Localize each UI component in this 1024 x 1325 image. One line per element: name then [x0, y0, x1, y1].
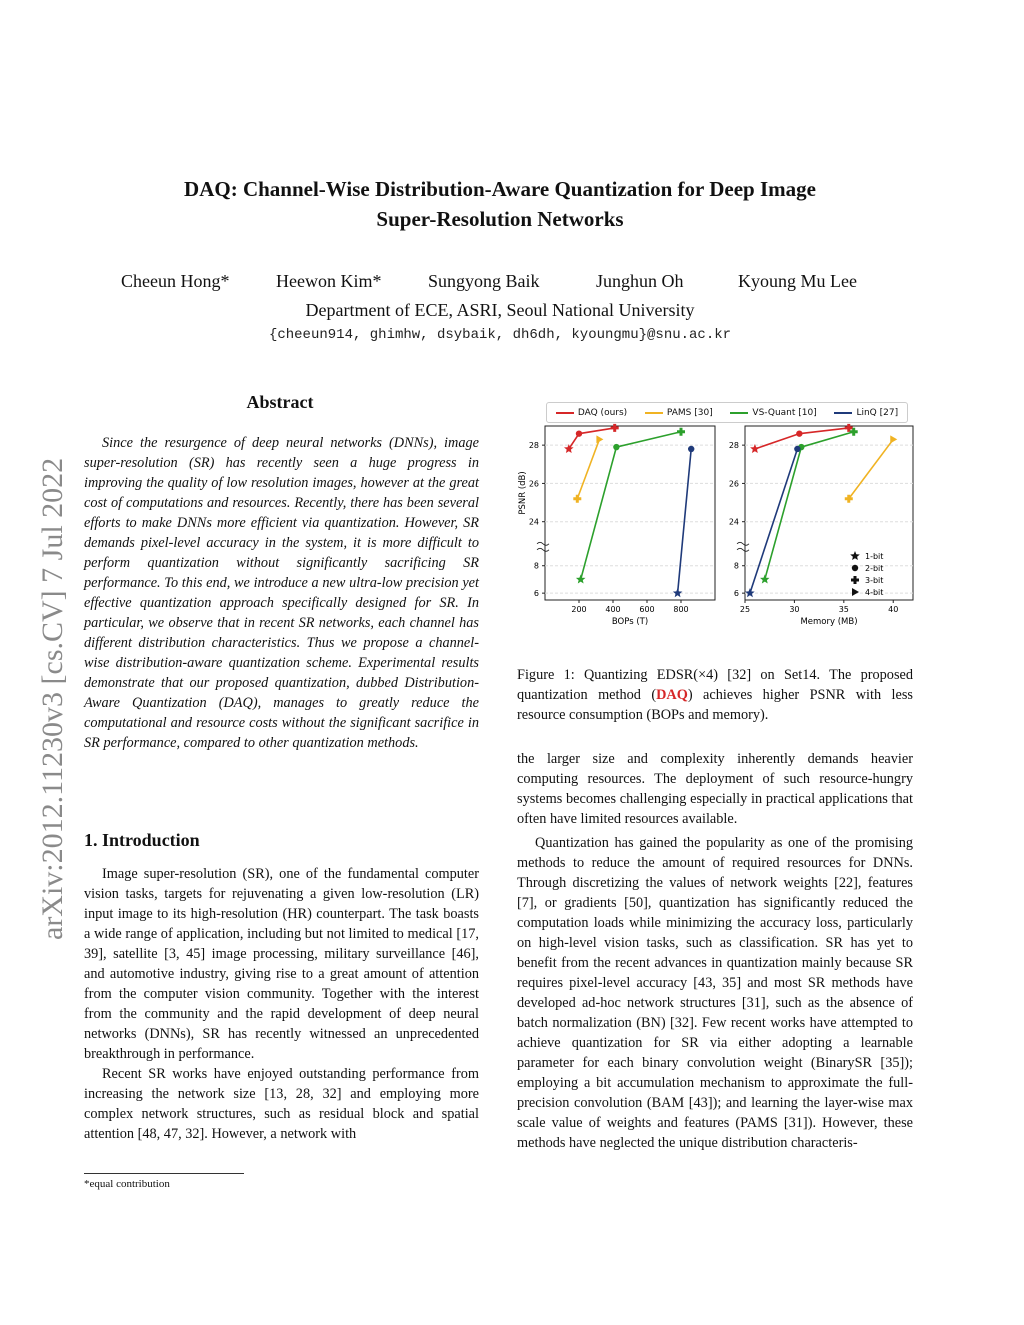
y-tick-label: 24 [728, 517, 739, 527]
abstract-heading: Abstract [246, 392, 314, 412]
author-5: Kyoung Mu Lee [738, 271, 857, 291]
bit-legend-marker [852, 588, 859, 596]
author-emails: {cheeun914, ghimhw, dsybaik, dh6dh, kyoungmu}@snu.ac.kr [268, 327, 732, 343]
abstract-paragraph: Since the resurgence of deep neural networks (DNNs), image super-resolution (SR) has recently seen a huge progress in improving the quality of low resolution images, however at the great cost of computations and resources. Recently, there has been several efforts to make DNNs more efficient via quantization. However, SR demands pixel-level accuracy in the system, it is more difficult to perform quantization without significantly sacrificing SR performance. To this end, we introduce a new ultra-low precision yet effective quantization approach specifically designed for SR. In particular, we observe that in recent SR networks, each channel has different distribution characteristics. Thus we propose a channel-wise distribution-aware quantization scheme. Experimental results demonstrate that our proposed quantization, dubbed Distribution-Aware Quantization (DAQ), manages to greatly reduce the computational and resource costs without the significant sacrifice in SR performance, compared to other quantization methods. [84, 435, 479, 751]
y-tick-label: 26 [528, 479, 539, 489]
x-tick-label: 400 [605, 605, 621, 614]
caption-text-1: Figure 1: Quantizing EDSR(×4) [32] on Set14. The proposed quantization method ( [517, 667, 913, 703]
bit-legend-label: 3-bit [865, 576, 884, 585]
intro-right-paragraph-2: Quantization has gained the popularity as one of the promising methods to reduce the amount of required resources for DNNs. Through discretizing the values of network weights [22], features [7], or gradients [50], quantization has significantly reduced the computation loads while minimizing the accuracy loss, particularly on high-level vision tasks, such as classification. SR has yet to benefit from the recent advances in quantization mainly because SR requires pixel-level accuracy [43, 35] and most SR methods have developed ad-hoc network structures [31], such as the absence of batch normalization (BN) [32]. Few recent works have attempted to achieve quantization for SR via either adopting a learnable parameter for each binary convolution weight (BinarySR [35]); employing a bit accumulation mechanism to approximate the full-precision convolution (BAM [43]); and learning the layer-wise max scale value of weights and features (PAMS [31]). However, these methods have neglected the unique distribution characteris- [517, 835, 913, 1151]
author-1: Cheeun Hong* [121, 271, 230, 291]
caption-text-2: ) achieves higher PSNR with less resource consumption (BOPs and memory). [517, 687, 913, 723]
y-tick-label: 6 [733, 589, 739, 599]
legend-label: VS-Quant [10] [752, 407, 817, 418]
data-point [673, 588, 683, 597]
x-tick-label: 600 [639, 605, 655, 614]
data-point [688, 446, 694, 452]
bit-legend-marker [850, 551, 860, 560]
intro-paragraph-2: Recent SR works have enjoyed outstanding performance from increasing the network size [13, 28, 32] and employing more complex network structures, such as residual block and spatial attention [48, 47, 32]. However, a network with [84, 1066, 479, 1142]
x-tick-label: 25 [739, 605, 751, 614]
paper-title [0, 174, 1000, 234]
bit-legend-marker [852, 565, 858, 571]
data-point [613, 444, 619, 450]
y-tick-label: 8 [733, 561, 739, 571]
plot-frame [745, 426, 913, 600]
legend-label: LinQ [27] [856, 407, 899, 418]
data-point [794, 446, 800, 452]
x-tick-label: 800 [673, 605, 689, 614]
legend-item-vsquant [730, 408, 816, 418]
data-point [745, 588, 755, 597]
bit-legend-label: 2-bit [865, 564, 884, 573]
bit-legend-label: 1-bit [865, 552, 884, 561]
section-heading-introduction: 1. Introduction [84, 830, 200, 850]
axis-break-mark [537, 542, 549, 551]
data-point [611, 424, 619, 432]
data-point [573, 495, 581, 503]
author-4: Junghun Oh [596, 271, 684, 291]
caption-daq: DAQ [656, 687, 688, 703]
legend-label: PAMS [30] [666, 407, 713, 418]
bit-legend-marker [851, 576, 859, 584]
figure-1-charts [515, 420, 915, 640]
series-line [678, 449, 692, 593]
data-point [890, 435, 897, 443]
intro-paragraph-1: Image super-resolution (SR), one of the fundamental computer vision tasks, targets for rejuvenating a given low-resolution (LR) input image to its high-resolution (HR) counterpart. The task boasts a wide range of application, including but not limited to medical [17, 39], satellite [3, 45] image processing, military surveillance [46], and automotive industry, giving rise to a great amount of attention from the computer vision community. Together with the interest from the community and the rapid development of deep neural networks (DNNs), SR has recently witnessed an unprecedented breakthrough in performance. [84, 866, 479, 1062]
author-2: Heewon Kim* [276, 271, 382, 291]
y-tick-label: 8 [533, 561, 539, 571]
y-axis-label: PSNR (dB) [518, 471, 528, 515]
y-tick-label: 28 [728, 441, 739, 451]
x-tick-label: 40 [888, 605, 899, 614]
footnote-divider [84, 1173, 244, 1174]
legend-item-pams [645, 408, 713, 418]
figure-caption [517, 665, 913, 725]
data-point [596, 435, 603, 443]
series-line [577, 439, 599, 498]
legend-label: DAQ (ours) [577, 407, 628, 418]
series-line [750, 449, 797, 593]
series-line [569, 428, 615, 449]
legend-item-daq [556, 408, 627, 418]
intro-right-paragraph-1: the larger size and complexity inherently demands heavier computing resources. The deployment of such resource-hungry systems becomes challenging especially in practical applications that often have limited resources available. [517, 751, 913, 827]
series-line [849, 439, 893, 498]
intro-right-column [517, 749, 913, 1153]
legend-item-linq [834, 408, 898, 418]
x-tick-label: 200 [571, 605, 587, 614]
affiliation: Department of ECE, ASRI, Seoul National University [305, 300, 695, 320]
footnote: *equal contribution [84, 1178, 170, 1190]
abstract-text [84, 433, 479, 753]
y-tick-label: 26 [728, 479, 739, 489]
author-3: Sungyong Baik [428, 271, 540, 291]
data-point [576, 574, 586, 583]
x-tick-label: 35 [838, 605, 849, 614]
data-point [576, 430, 582, 436]
y-tick-label: 24 [528, 517, 539, 527]
title-line-2: Super-Resolution Networks [376, 207, 624, 231]
title-line-1: DAQ: Channel-Wise Distribution-Aware Quantization for Deep Image [184, 177, 816, 201]
x-tick-label: 30 [789, 605, 800, 614]
x-axis-label: Memory (MB) [800, 617, 858, 627]
bit-legend-label: 4-bit [865, 588, 884, 597]
intro-left-column [84, 864, 479, 1144]
y-tick-label: 6 [533, 589, 539, 599]
x-axis-label: BOPs (T) [611, 617, 649, 627]
y-tick-label: 28 [528, 441, 539, 451]
data-point [760, 574, 770, 583]
axis-break-mark [737, 542, 749, 551]
series-line [581, 432, 681, 580]
data-point [796, 430, 802, 436]
arxiv-stamp: arXiv:2012.11230v3 [cs.CV] 7 Jul 2022 [36, 457, 69, 940]
data-point [677, 428, 685, 436]
